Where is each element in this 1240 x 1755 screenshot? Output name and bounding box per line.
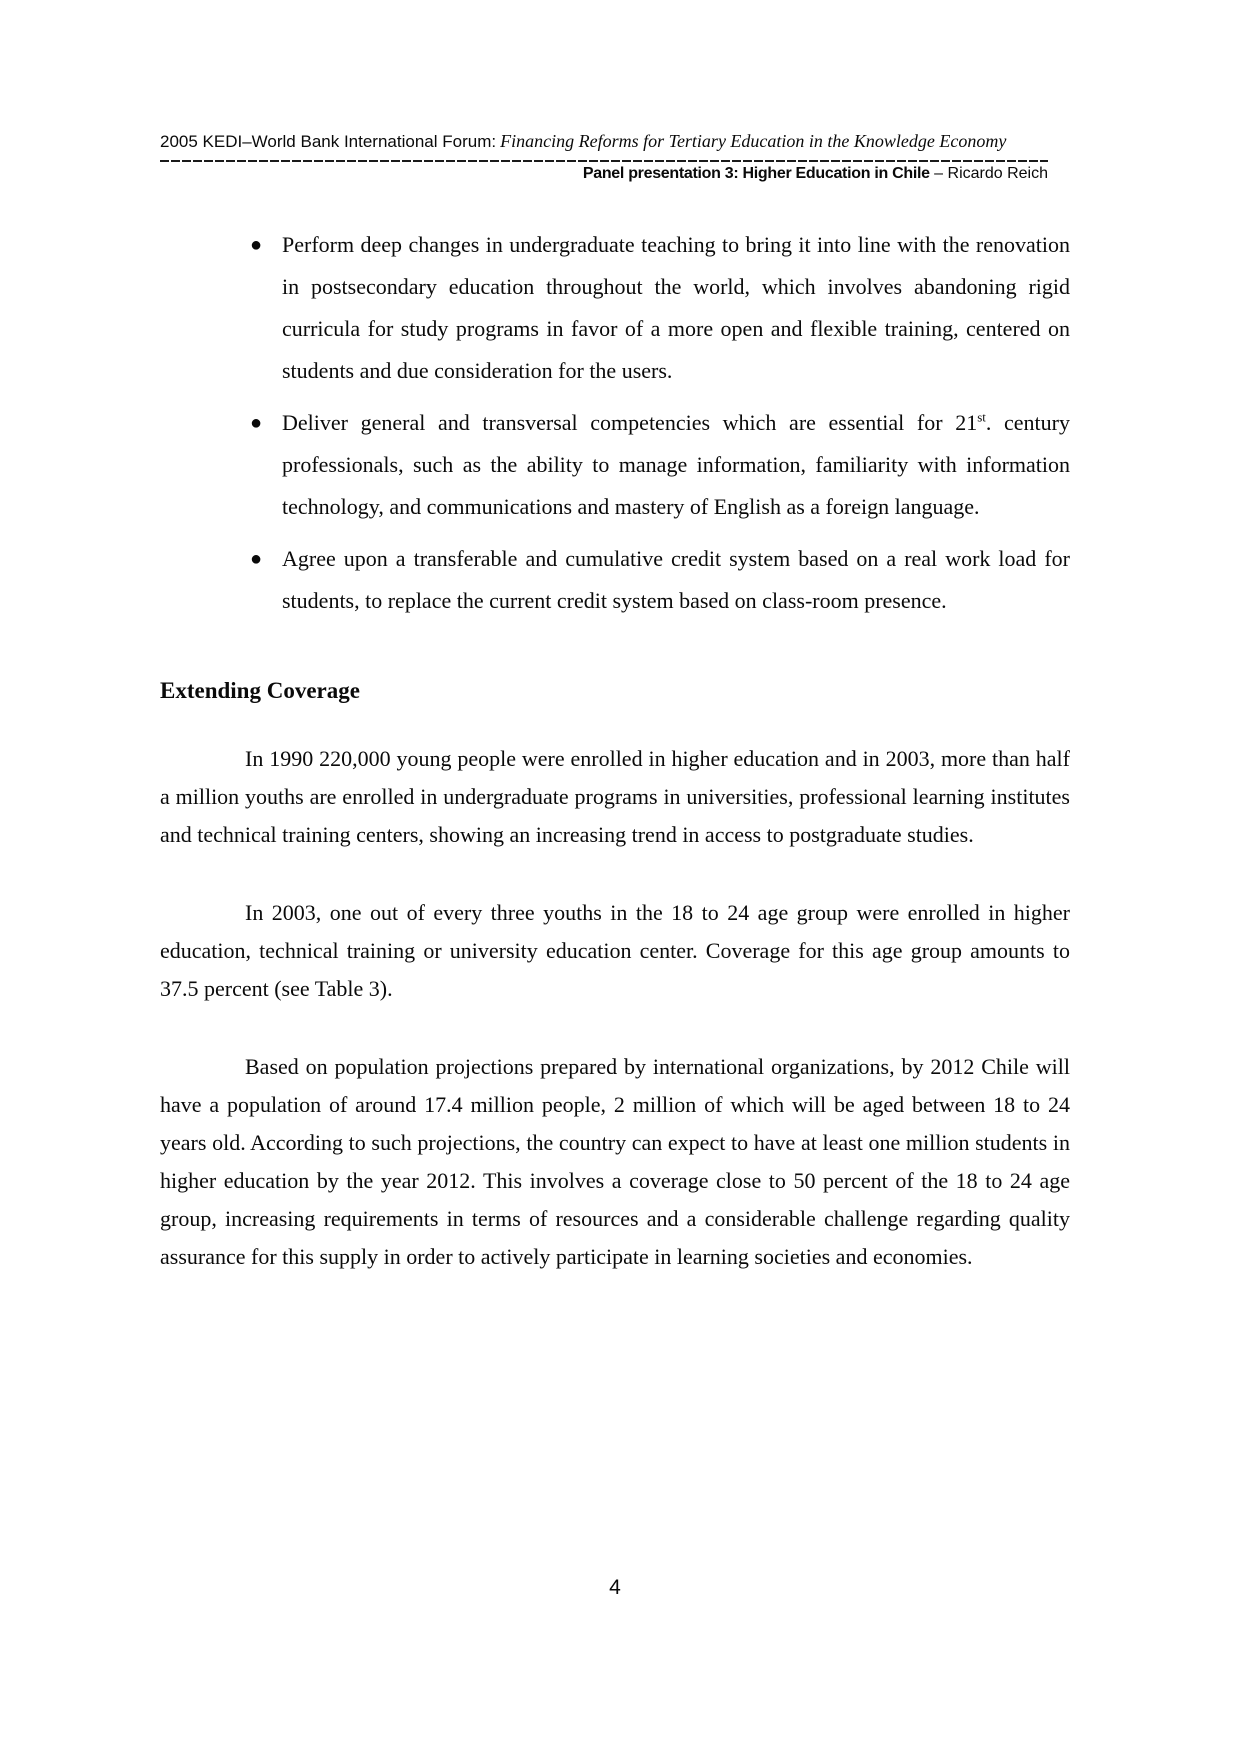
bullet-item-1-text: Perform deep changes in undergraduate teaching to bring it into line with the renovation in postsecondary education throughout the world, which involves abandoning rigid curricula for study programs in favor of a more open and flexible training, centered on students and due consideration for the users.	[282, 232, 1070, 383]
bullet-item-1	[160, 224, 1070, 392]
paragraph-3: Based on population projections prepared by international organizations, by 2012 Chile will have a population of around 17.4 million people, 2 million of which will be aged between 18 to 24 years old. According to such projections, the country can expect to have at least one million students in higher education by the year 2012. This involves a coverage close to 50 percent of the 18 to 24 age group, increasing requirements in terms of resources and a considerable challenge regarding quality assurance for this supply in order to actively participate in learning societies and economies.	[160, 1054, 1070, 1269]
bullet-icon: ●	[250, 548, 263, 570]
paragraph-1: In 1990 220,000 young people were enrolled in higher education and in 2003, more than half a million youths are enrolled in undergraduate programs in universities, professional learning institutes and technical training centers, showing an increasing trend in access to postgraduate studies.	[160, 746, 1070, 847]
bullet-item-3	[160, 538, 1070, 622]
bullet-item-2-text-start: Deliver general and transversal competencies which are essential for 21	[282, 410, 978, 435]
bullet-list	[160, 224, 1070, 622]
section-heading: Extending Coverage	[160, 678, 360, 703]
bullet-icon: ●	[250, 412, 263, 434]
header-line-2	[160, 164, 1048, 184]
forum-title: 2005 KEDI–World Bank International Forum:	[160, 132, 497, 151]
page-header	[160, 130, 1048, 184]
bullet-item-2-text-end: . century professionals, such as the ability to manage information, familiarity with information technology, and communications and mastery of English as a foreign language.	[282, 410, 1070, 519]
forum-subtitle: Financing Reforms for Tertiary Education in the Knowledge Economy	[500, 131, 1007, 151]
bullet-icon: ●	[250, 234, 263, 256]
header-line-1	[160, 130, 1048, 153]
superscript-ordinal: st	[977, 409, 986, 425]
bullet-item-2	[160, 402, 1070, 528]
panel-author: – Ricardo Reich	[929, 165, 1048, 182]
bullet-item-3-text: Agree upon a transferable and cumulative credit system based on a real work load for students, to replace the current credit system based on class-room presence.	[282, 546, 1070, 613]
page-number: 4	[609, 1576, 621, 1599]
document-body	[160, 224, 1070, 1276]
paragraph-2: In 2003, one out of every three youths in the 18 to 24 age group were enrolled in higher education, technical training or university education center. Coverage for this age group amounts to 37.5 percent (see Table 3).	[160, 900, 1070, 1001]
header-separator-line	[160, 160, 1048, 162]
page-footer	[160, 1576, 1070, 1600]
panel-presentation-title: Panel presentation 3: Higher Education in Chile	[582, 165, 930, 182]
